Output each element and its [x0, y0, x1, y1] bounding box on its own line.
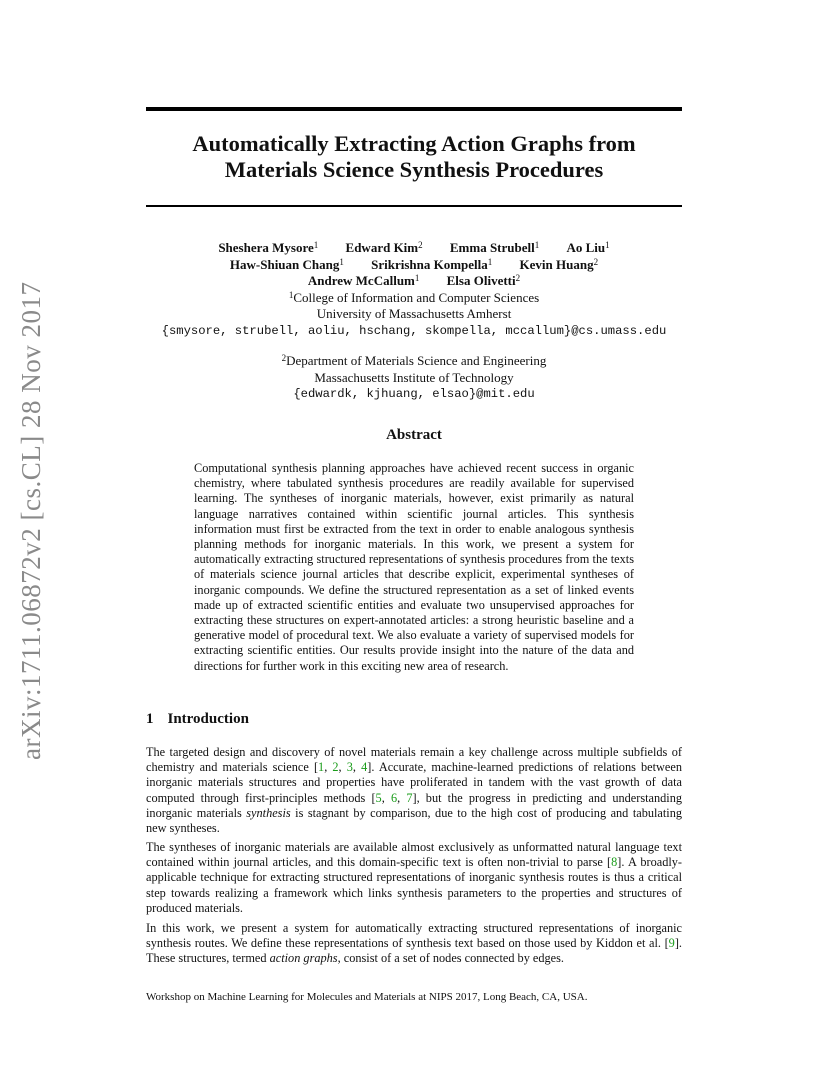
- intro-paragraph-2: The syntheses of inorganic materials are available almost exclusively as unformatted natural language text contained within journal articles, and this domain-specific text is often non-trivial to parse [8]. A broadly-applicable technique for extracting structured representations of inorganic synthesis routes is thus a critical step towards realizing a framework which links synthesis parameters to the properties and structures of produced materials.: [146, 840, 683, 915]
- citation-link[interactable]: 9: [668, 936, 675, 951]
- citation-link[interactable]: 3: [346, 760, 353, 775]
- affiliation-2-email: {edwardk, kjhuang, elsao}@mit.edu: [293, 387, 535, 401]
- author-name: Emma Strubell$^1$: [449, 240, 540, 255]
- author-name: Haw-Shiuan Chang$^1$: [229, 256, 344, 272]
- author-block: [146, 240, 682, 403]
- author-name: Srikrishna Kompella$^1$: [371, 256, 493, 272]
- footer-venue: Workshop on Machine Learning for Molecules and Materials at NIPS 2017, Long Beach, CA, USA.: [146, 991, 588, 1003]
- author-row-2: [146, 257, 682, 274]
- author-name: Andrew McCallum$^1$: [307, 273, 420, 288]
- citation-link[interactable]: 2: [332, 760, 339, 775]
- affiliation-1-email: {smysore, strubell, aoliu, hschang, skompella, mccallum}@cs.umass.edu: [161, 323, 667, 338]
- author-name: Elsa Olivetti$^2$: [446, 273, 521, 288]
- author-row-1: [146, 240, 682, 257]
- affiliation-2-university: Massachusetts Institute of Technology: [314, 369, 514, 385]
- citation-link[interactable]: 8: [611, 855, 618, 870]
- arxiv-stamp: arXiv:1711.06872v2 [cs.CL] 28 Nov 2017: [16, 281, 46, 760]
- author-name: Kevin Huang$^2$: [519, 256, 599, 272]
- author-row-3: [146, 273, 682, 290]
- abstract-text: Computational synthesis planning approaches have achieved recent success in organic chemistry, where tabulated synthesis procedures are readily available for supervised learning. The syntheses of inorganic materials, however, exist primarily as natural language narratives contained within scientific journal articles. This synthesis information must first be extracted from the text in order to enable analogous synthesis planning methods for inorganic materials. In this work, we present a system for automatically extracting structured representations of synthesis procedures from the texts of materials science journal articles that describe explicit, experimental syntheses of inorganic compounds. We define the structured representation as a set of linked events made up of extracted scientific entities and evaluate two unsupervised approaches for extracting these structures on expert-annotated articles: a strong heuristic baseline and a generative model of procedural text. We also evaluate a variety of supervised models for extracting scientific entities. Our results provide insight into the nature of the data and directions for further work in this exciting new area of research.: [194, 461, 634, 673]
- affiliation-1-university: University of Massachusetts Amherst: [316, 306, 512, 321]
- affiliation-2-name: $^2$Department of Materials Science and Engineering: [281, 353, 547, 368]
- section-heading: 1 Introduction: [146, 711, 249, 727]
- title-line-2: Materials Science Synthesis Procedures: [224, 157, 604, 182]
- author-name: Ao Liu$^1$: [566, 240, 610, 255]
- affiliation-1-name: $^1$College of Information and Computer Sciences: [288, 289, 540, 305]
- citation-link[interactable]: 5: [375, 790, 382, 805]
- author-name: Edward Kim$^2$: [345, 240, 423, 255]
- title-top-rule: [146, 107, 682, 111]
- citation-link[interactable]: 1: [318, 760, 325, 775]
- intro-paragraph-3: In this work, we present a system for automatically extracting structured representations of inorganic synthesis routes. We define these representations of synthesis text based on those used by Kiddon et al. [9]. These structures, termed action graphs, consist of a set of nodes connected by edges.: [146, 921, 682, 966]
- abstract-heading: Abstract: [386, 427, 442, 443]
- citation-link[interactable]: 6: [390, 790, 398, 805]
- title-line-1: Automatically Extracting Action Graphs from: [192, 131, 636, 156]
- citation-link[interactable]: 4: [361, 760, 368, 775]
- title-bottom-rule: [146, 205, 682, 207]
- intro-paragraph-1: The targeted design and discovery of novel materials remain a key challenge across multiple subfields of chemistry and materials science [1, 2, 3, 4]. Accurate, machine-learned predictions of relations between inorganic materials structures and properties have proliferated in tandem with the vast growth of data computed through first-principles methods [5, 6, 7], but the progress in predicting and understanding inorganic materials synthesis is stagnant by comparison, due to the high cost of producing and tabulating new syntheses.: [146, 745, 682, 836]
- citation-link[interactable]: 7: [406, 790, 413, 805]
- author-name: Sheshera Mysore$^1$: [218, 240, 319, 255]
- paper-title: [146, 131, 682, 183]
